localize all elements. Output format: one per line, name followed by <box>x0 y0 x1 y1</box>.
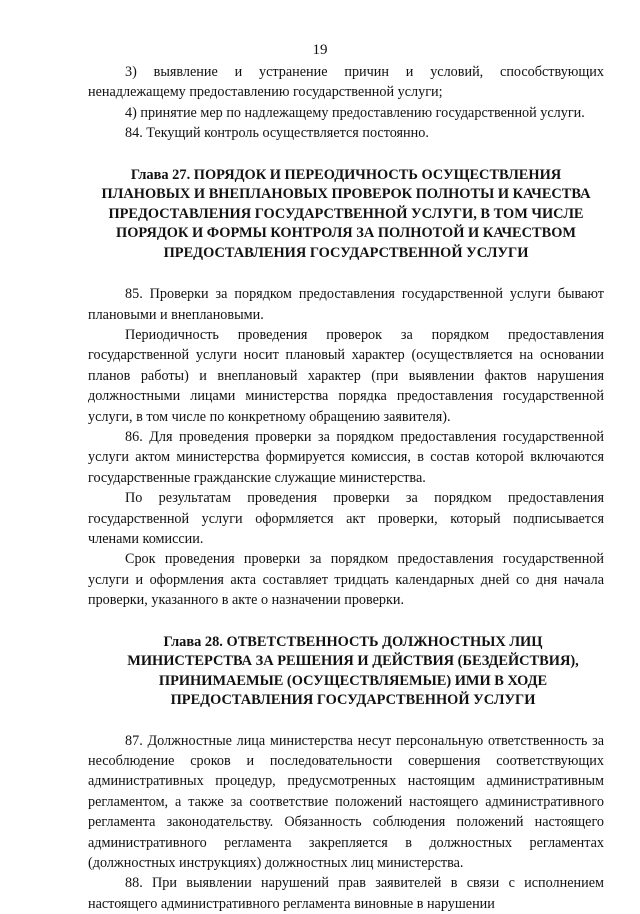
page-number: 19 <box>312 42 328 58</box>
chapter-28-heading: Глава 28. ОТВЕТСТВЕННОСТЬ ДОЛЖНОСТНЫХ ЛИЦ МИНИСТЕРСТВА ЗА РЕШЕНИЯ И ДЕЙСТВИЯ (БЕЗДЕЙСТВИЯ), ПРИНИМАЕМЫЕ (ОСУЩЕСТВЛЯЕМЫЕ) ИМИ В ХОДЕ ПРЕДОСТАВЛЕНИЯ ГОСУДАРСТВЕННОЙ УСЛУГИ <box>127 633 579 709</box>
paragraph: 3) выявление и устранение причин и условий, способствующих ненадлежащему предоставлению государственной услуги; <box>88 64 604 101</box>
paragraph: 85. Проверки за порядком предоставления государственной услуги бывают плановыми и внеплановыми. <box>88 286 604 323</box>
paragraph: 84. Текущий контроль осуществляется постоянно. <box>125 125 429 142</box>
chapter-27-heading: Глава 27. ПОРЯДОК И ПЕРЕОДИЧНОСТЬ ОСУЩЕСТВЛЕНИЯ ПЛАНОВЫХ И ВНЕПЛАНОВЫХ ПРОВЕРОК ПОЛНОТЫ И КАЧЕСТВА ПРЕДОСТАВЛЕНИЯ ГОСУДАРСТВЕННОЙ УСЛУГИ, В ТОМ ЧИСЛЕ ПОРЯДОК И ФОРМЫ КОНТРОЛЯ ЗА ПОЛНОТОЙ И КАЧЕСТВОМ ПРЕДОСТАВЛЕНИЯ ГОСУДАРСТВЕННОЙ УСЛУГИ <box>101 166 591 261</box>
paragraph: 88. При выявлении нарушений прав заявителей в связи с исполнением настоящего административного регламента виновные в нарушении <box>88 875 604 912</box>
paragraph: По результатам проведения проверки за порядком предоставления государственной услуги оформляется акт проверки, который подписывается членами комиссии. <box>88 490 604 547</box>
paragraph: 4) принятие мер по надлежащему предоставлению государственной услуги. <box>125 104 585 121</box>
paragraph: Периодичность проведения проверок за порядком предоставления государственной услуги носит плановый характер (осуществляется на основании планов работы) и внеплановый характер (при выявлении фактов нарушения должностными лицами министерства порядка предоставления государственной услуги, в том числе по конкретному обращению заявителя). <box>88 326 604 425</box>
paragraph: Срок проведения проверки за порядком предоставления государственной услуги и оформления акта составляет тридцать календарных дней со дня начала проверки, указанного в акте о назначении проверки. <box>88 551 604 609</box>
page-content <box>88 62 604 914</box>
paragraph: 87. Должностные лица министерства несут персональную ответственность за несоблюдение сроков и последовательности совершения соответствующих административных процедур, предусмотренных настоящим административным регламентом, а также за соответствие положений настоящего административного регламента законодательству. Обязанность соблюдения положений настоящего административного регламента закрепляется в должностных регламентах (должностных инструкциях) должностных лиц министерства. <box>88 732 604 872</box>
paragraph: 86. Для проведения проверки за порядком предоставления государственной услуги актом министерства формируется комиссия, в состав которой включаются государственные гражданские служащие министерства. <box>88 428 604 486</box>
